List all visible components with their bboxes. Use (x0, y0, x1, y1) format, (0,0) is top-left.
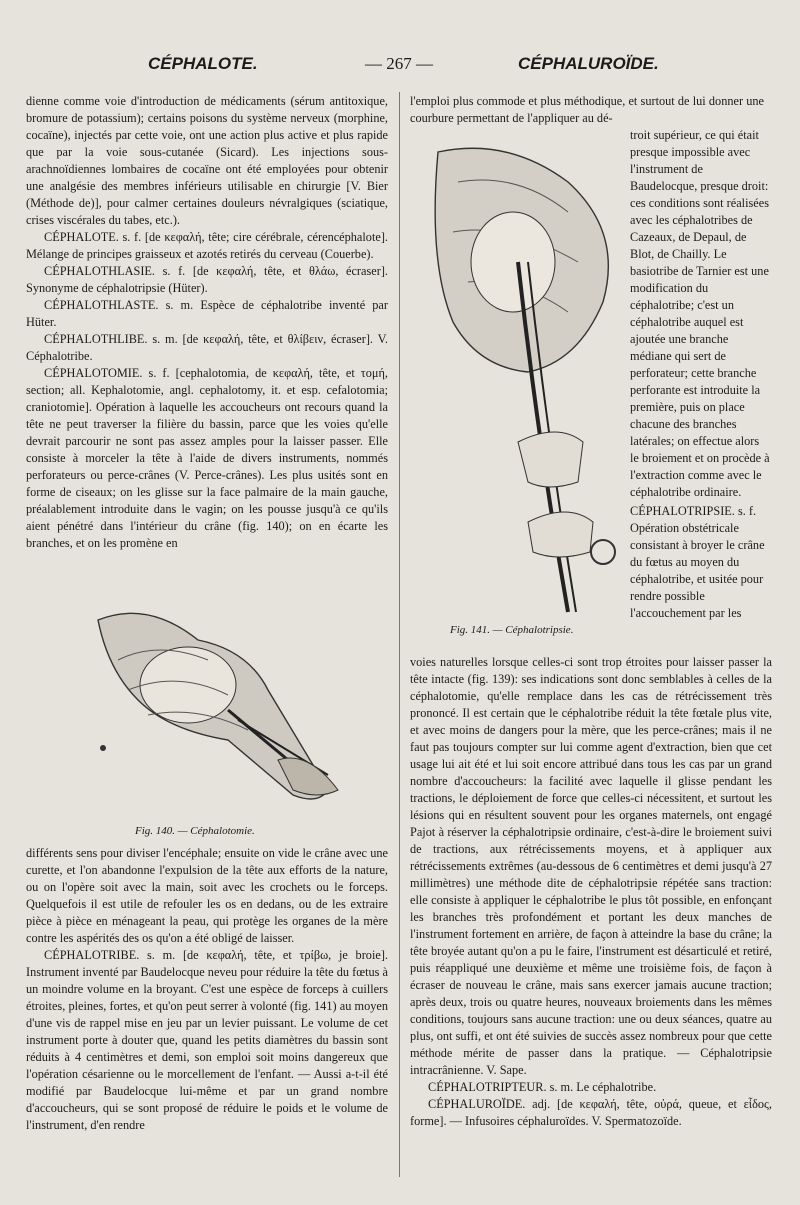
figure-140-caption: Fig. 140. — Céphalotomie. (135, 825, 255, 837)
cephalotripsie-continuation: voies naturelles lorsque celles-ci sont trop étroites pour laisser passer la tête intacte (fig. 139): ses indications sont donc semblables à celles de la céphalotomie, qu'elle remplace dans les cas de rétrécissement très prononcé. Il est certain que le céphalotribe réduit la tête fœtale plus vite, et avec moins de dangers pour la mère, que les perce-crânes; mais il ne faut pas toujours compter sur lui comme agent d'extraction, bien que cet usage lui ait été et lui soit encore attribué dans tous les cas par un grand nombre d'accoucheurs: la facilité avec laquelle il glisse pendant les tractions, le déploiement de force que celles-ci nécessitent, et surtout les lésions qui en résultent souvent pour les organes maternels, ont engagé Pajot à réserver la céphalotripsie ordinaire, c'est-à-dire le broiement suivi de tractions, aux rétrécissements moyens, et à appliquer aux rétrécissements extrêmes (au-dessous de 6 centimètres et demi jusqu'à 27 millimètres) une méthode dite de céphalotripsie répétée sans traction: elle consiste à appliquer le céphalotribe le plus tôt possible, en enfonçant les branches très profondément et portant les deux manches de l'instrument fortement en arrière, de façon à atteindre la base du crâne; la tête broyée autant qu'on a pu le faire, l'instrument est désarticulé et retiré, puis réappliqué une deuxième et même une troisième fois, de façon à écraser de nouveau le crâne, mais sans exercer jamais aucune traction; après deux, trois ou quatre heures, nouveaux broiements dans les mêmes conditions, toujours sans aucune traction: une ou deux séances, quatre au plus, ont suffi, et ont été suivies de succès assez nombreux pour que cette méthode mérite de passer dans la pratique. — Céphalotripsie intracrânienne. V. Sape. (410, 655, 772, 1077)
figure-141-caption: Fig. 141. — Céphalotripsie. (450, 624, 574, 636)
figure-141-illustration (418, 142, 628, 620)
page-number: — 267 — (365, 54, 433, 73)
entry-cephalotripteur: CÉPHALOTRIPTEUR. s. m. Le céphalotribe. (428, 1080, 657, 1094)
column-divider (399, 92, 400, 1177)
right-column-bottom (410, 654, 772, 1130)
entry-cephalotripsie: CÉPHALOTRIPSIE. s. f. Opération obstétricale consistant à broyer le crâne du fœtus au moyen du céphalotribe, et usitée pour rendre possible l'accouchement par les (630, 504, 765, 620)
entry-cephaluroide: CÉPHALUROÏDE. adj. [de κεφαλή, tête, οὐρά, queue, et εἶδος, forme]. — Infusoires céphaluroïdes. V. Spermatozoïde. (410, 1097, 772, 1128)
running-header (0, 54, 800, 78)
cephalotribe-continuation-side: troit supérieur, ce qui était presque impossible avec l'instrument de Baudelocque, presque droit: ces conditions sont réalisées avec les céphalotribes de Cazeaux, de Depaul, de Blot, de Chailly. Le basiotribe de Tarnier est une modification du céphalotribe; c'est un céphalotribe auquel est ajoutée une branche médiane qui sert de perforateur; cette branche perforante est introduite la première, puis on place chacune des branches latérales; on effectue alors le broiement et on procède à l'extraction comme avec le céphalotribe ordinaire. (630, 128, 770, 499)
entry-cephalotomie: CÉPHALOTOMIE. s. f. [cephalotomia, de κεφαλή, tête, et τομή, section; all. Kephalotomie, angl. cephalotomy, it. et esp. cefalotomia; craniotomie]. Opération à laquelle les accoucheurs ont recours quand la tête ne peut traverser la filière du bassin, parce que les voies qu'elle devrait parcourir ne sont pas assez amples pour la laisser passer. Elle consiste à morceler la tête à l'aide de divers instruments, nommés perforateurs ou perce-crânes (V. Perce-crânes). Les plus usités sont en forme de ciseaux; on les glisse sur la face palmaire de la main gauche, préalablement introduite dans le vagin; on les pousse jusqu'à ce qu'ils aient pénétré dans l'intérieur du crâne (fig. 140); on en écarte les branches, et on les promène en (26, 366, 388, 550)
right-column-intro (410, 93, 764, 127)
cephalotribe-continuation-start: l'emploi plus commode et plus méthodique, et surtout de lui donner une courbure permettant de l'appliquer au dé- (410, 94, 764, 125)
figure-140-illustration (78, 600, 348, 815)
entry-cephalothlibe: CÉPHALOTHLIBE. s. m. [de κεφαλή, tête, et θλίβειν, écraser]. V. Céphalotribe. (26, 332, 388, 363)
header-left-entry: CÉPHALOTE. (148, 54, 258, 73)
cephalotomie-continuation: différents sens pour diviser l'encéphale; ensuite on vide le crâne avec une curette, et l'on abandonne l'expulsion de la tête aux efforts de la nature, ou on l'opère soit avec la main, soit avec les crochets ou le forceps. Quelquefois il est utile de refouler les os en dedans, ou de les extraire pièce à pièce en ménageant la peau, qui protège les organes de la mère contre les aspérités des os qu'on a été obligé de laisser. (26, 846, 388, 945)
right-column-beside-figure (630, 127, 770, 622)
header-right-entry: CÉPHALUROÏDE. (518, 54, 659, 73)
left-column-bottom (26, 845, 388, 1134)
entry-cephalotribe: CÉPHALOTRIBE. s. m. [de κεφαλή, tête, et τρίβω, je broie]. Instrument inventé par Baudelocque neveu pour réduire la tête du fœtus à un moindre volume en la broyant. C'est une espèce de forceps à cuillers étroites, pleines, fortes, et qu'on peut serrer à volonté (fig. 141) au moyen d'une vis de rappel mise en jeu par un levier puissant. Le volume de cet instrument porte à douter que, quand les petits diamètres du bassin sont réduits à 4 centimètres et demi, son emploi soit moins dangereux que l'opération césarienne ou le morcellement de l'enfant. — Aussi a-t-il été modifié par Baudelocque lui-même et par un grand nombre d'accoucheurs, qui se sont proposé de réduire le poids et le volume de l'instrument, d'en rendre (26, 948, 388, 1132)
paragraph-continuation: dienne comme voie d'introduction de médicaments (sérum antitoxique, bromure de potassium); certains poisons du système nerveux (morphine, cocaïne), injectés par cette voie, ont une action plus active et plus rapide que par la voie sous-cutanée (Sicard). Les injections sous-arachnoïdiennes lombaires de cocaïne ont été employées pour obtenir une analgésie des membres inférieurs utilisable en chirurgie [V. Bier (Méthode de)], pour calmer certaines douleurs névralgiques (sciatique, crises viscérales du tabes, etc.). (26, 94, 388, 227)
entry-cephalothlasie: CÉPHALOTHLASIE. s. f. [de κεφαλή, tête, et θλάω, écraser]. Synonyme de céphalotripsie (Hüter). (26, 264, 388, 295)
entry-cephalothlaste: CÉPHALOTHLASTE. s. m. Espèce de céphalotribe inventé par Hüter. (26, 298, 388, 329)
entry-cephalote: CÉPHALOTE. s. f. [de κεφαλή, tête; cire cérébrale, cérencéphalote]. Mélange de principes graisseux et azotés retirés du cerveau (Couerbe). (26, 230, 388, 261)
left-column-top (26, 93, 388, 552)
